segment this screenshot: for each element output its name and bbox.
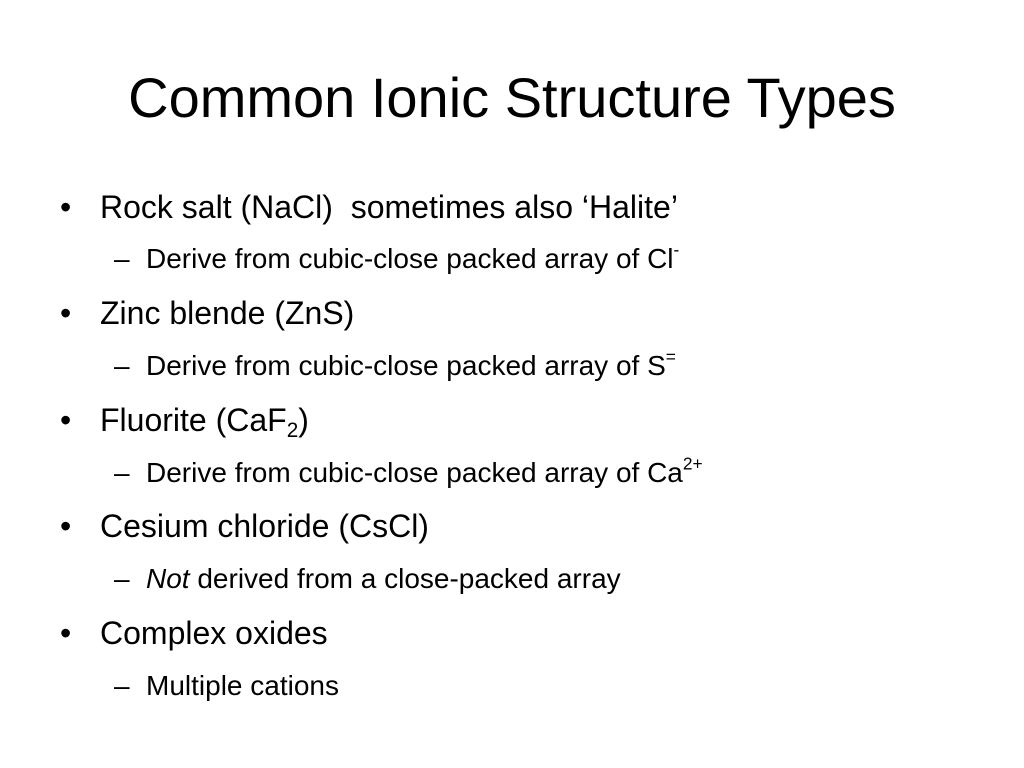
sub-item-text [146,453,703,490]
italic-emphasis: Not [146,563,190,594]
subscript: 2 [286,418,299,442]
bullet-icon: • [60,402,72,438]
bullet-icon: • [60,189,72,225]
bullet-icon: • [60,508,72,544]
bullet-label-end: ) [298,402,309,438]
dash-icon: – [114,350,130,381]
bullet-text [100,400,309,440]
bullet-icon: • [60,295,72,331]
slide-title: Common Ionic Structure Types [128,66,896,129]
sub-item-text [146,346,676,383]
bullet-label: Cesium chloride (CsCl) [100,508,429,544]
sub-item-label: Derive from cubic-close packed array of Cl [146,243,674,274]
sub-item-text [146,562,621,596]
dash-icon: – [114,563,130,594]
bullet-label: Fluorite (CaF [100,402,287,438]
superscript: = [665,346,676,367]
sub-item-text [146,669,339,703]
dash-icon: – [114,670,130,701]
bullet-text [100,293,354,333]
bullet-label: Zinc blende (ZnS) [100,295,355,331]
bullet-icon: • [60,615,72,651]
dash-icon: – [114,243,130,274]
bullet-text [100,187,678,227]
bullet-text [100,506,429,546]
sub-item-label: Derive from cubic-close packed array of S [146,350,666,381]
bullet-label: Rock salt (NaCl) sometimes also ‘Halite’ [100,189,678,225]
sub-item-label: Derive from cubic-close packed array of Ca [146,457,683,488]
sub-item-label: Multiple cations [146,670,339,701]
sub-item-label: derived from a close-packed array [189,563,621,594]
dash-icon: – [114,457,130,488]
bullet-text [100,613,328,653]
superscript: 2+ [682,453,703,474]
bullet-label: Complex oxides [100,615,328,651]
sub-item-text [146,239,680,276]
superscript: - [673,239,680,260]
